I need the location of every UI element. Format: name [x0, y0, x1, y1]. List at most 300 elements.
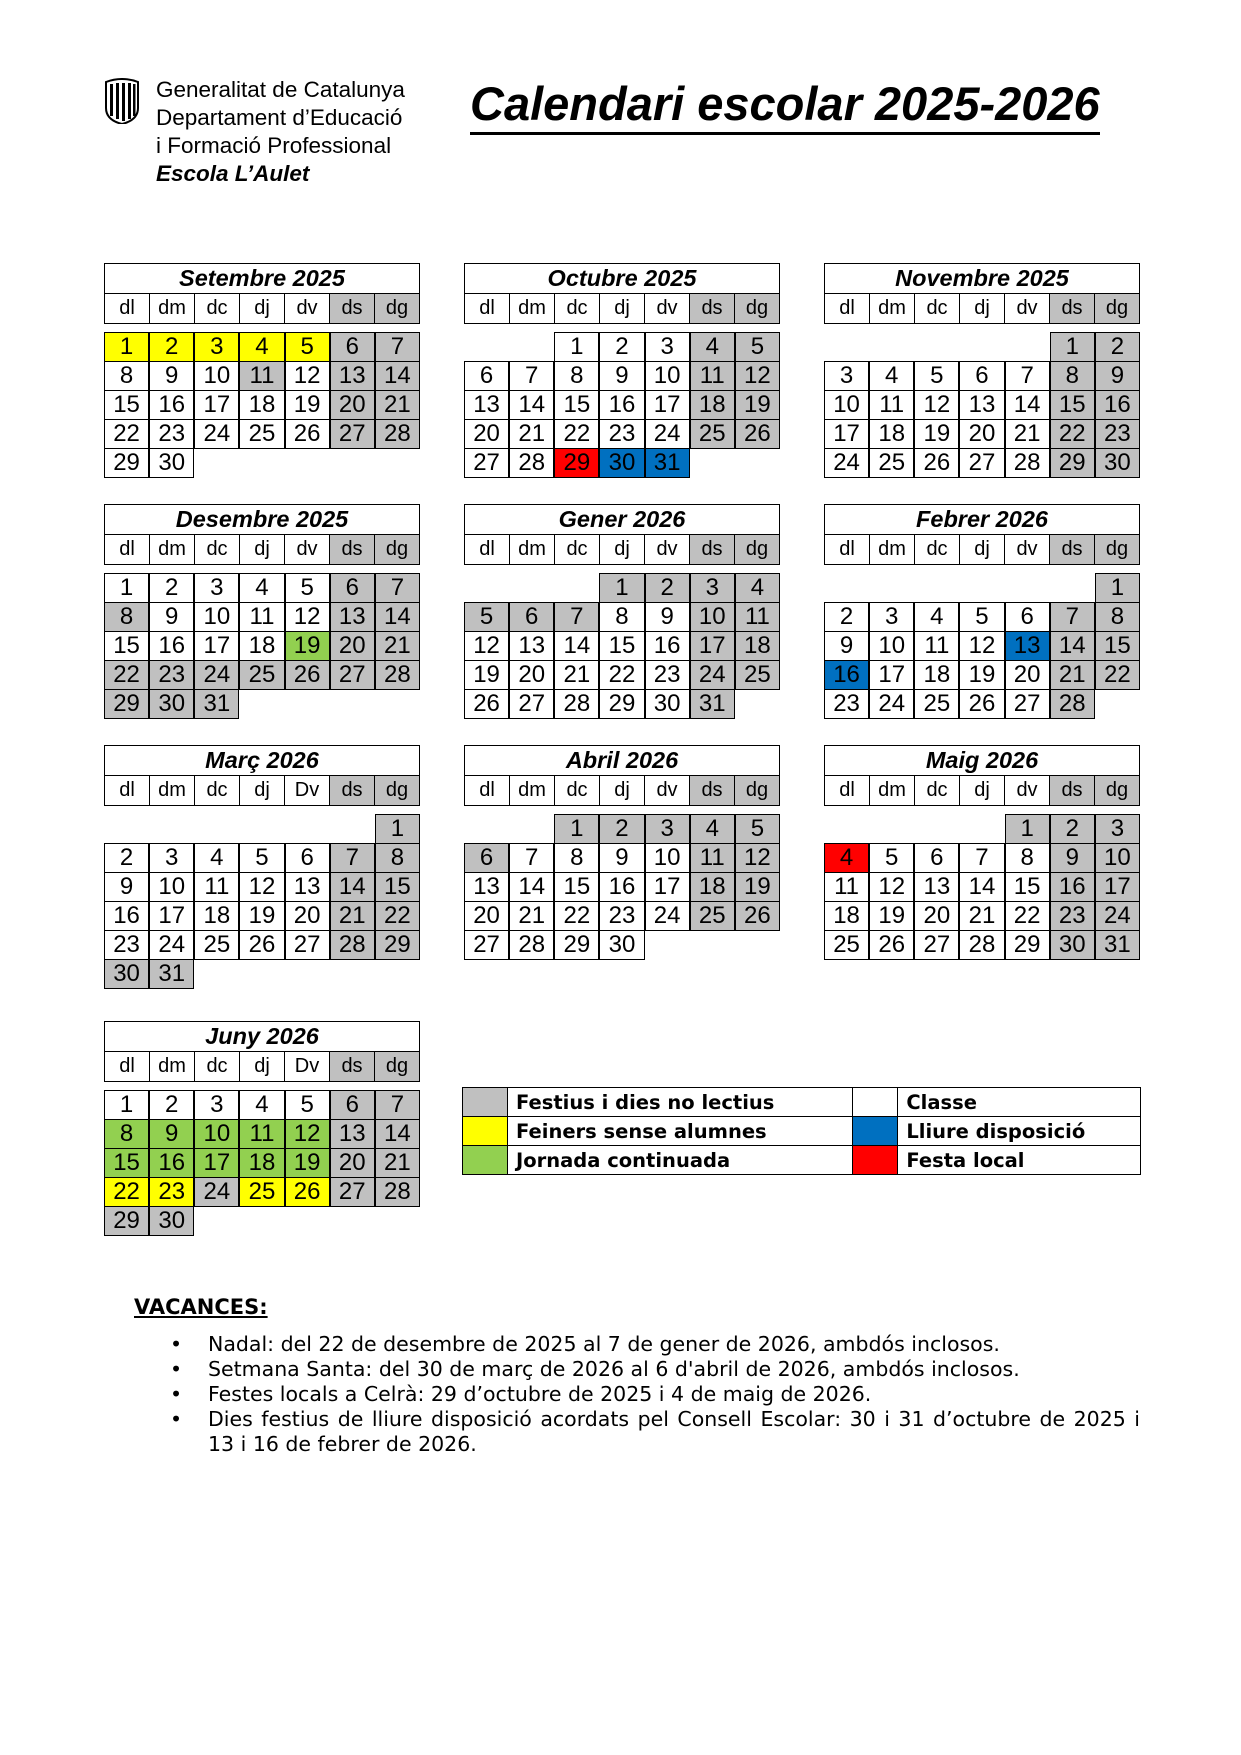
vacances-list [160, 1332, 1140, 1457]
vacances-item: • Setmana Santa: del 30 de març de 2026 al 6 d'abril de 2026, ambdós inclosos. [160, 1357, 1140, 1382]
day-cell: 2 [104, 843, 149, 873]
day-cell: 3 [869, 602, 914, 632]
day-cell: 7 [554, 602, 599, 632]
day-cell: 6 [914, 843, 959, 873]
weekday-label: dc [195, 776, 240, 805]
day-cell: 17 [194, 631, 239, 661]
day-cell: 28 [1050, 689, 1095, 719]
day-cell: 16 [599, 390, 644, 420]
day-cell: 10 [194, 361, 239, 391]
day-cell: 12 [464, 631, 509, 661]
day-cell: 11 [239, 361, 284, 391]
weekday-label: dc [915, 294, 960, 323]
day-cell: 23 [599, 419, 644, 449]
day-cell: 11 [194, 872, 239, 902]
day-cell: 13 [959, 390, 1004, 420]
weekday-label: dm [150, 294, 195, 323]
day-cell: 27 [464, 448, 509, 478]
day-cell: 14 [959, 872, 1004, 902]
day-cell: 8 [599, 602, 644, 632]
day-cell: 26 [285, 1177, 330, 1207]
day-cell: 1 [104, 1090, 149, 1120]
day-grid [104, 1090, 420, 1240]
day-cell: 6 [330, 332, 375, 362]
day-cell: 22 [554, 419, 599, 449]
legend-swatch-festius [463, 1088, 508, 1117]
day-cell: 22 [375, 901, 420, 931]
day-cell: 24 [690, 660, 735, 690]
weekday-label: dm [870, 776, 915, 805]
day-cell: 3 [1095, 814, 1140, 844]
day-cell: 12 [735, 843, 780, 873]
day-cell: 18 [239, 390, 284, 420]
day-cell: 17 [824, 419, 869, 449]
day-cell: 27 [509, 689, 554, 719]
day-cell: 24 [149, 930, 194, 960]
day-cell: 15 [599, 631, 644, 661]
day-cell: 24 [194, 1177, 239, 1207]
weekday-label: dj [240, 535, 285, 564]
day-cell: 12 [285, 602, 330, 632]
legend-swatch-classe [853, 1088, 898, 1117]
day-cell: 21 [509, 901, 554, 931]
day-cell: 13 [330, 1119, 375, 1149]
day-cell: 1 [554, 332, 599, 362]
day-cell: 27 [464, 930, 509, 960]
day-cell: 14 [375, 361, 420, 391]
day-cell: 22 [599, 660, 644, 690]
day-cell: 3 [824, 361, 869, 391]
day-cell: 26 [464, 689, 509, 719]
month-desembre [104, 504, 420, 723]
weekday-label: dj [960, 776, 1005, 805]
day-cell: 11 [239, 1119, 284, 1149]
weekday-label: dl [105, 535, 150, 564]
day-cell: 14 [1005, 390, 1050, 420]
day-cell: 9 [1095, 361, 1140, 391]
legend-swatch-jornada [463, 1146, 508, 1175]
day-cell: 4 [869, 361, 914, 391]
day-cell: 16 [149, 631, 194, 661]
day-cell: 16 [599, 872, 644, 902]
day-cell: 15 [104, 631, 149, 661]
weekday-label: dg [375, 535, 419, 564]
day-cell: 3 [645, 814, 690, 844]
month-title: Desembre 2025 [104, 504, 420, 535]
month-marc [104, 745, 420, 994]
weekday-label: ds [330, 535, 375, 564]
month-novembre [824, 263, 1140, 482]
day-cell: 14 [1050, 631, 1095, 661]
day-cell: 5 [285, 332, 330, 362]
vacances-item: • Dies festius de lliure disposició acordats pel Consell Escolar: 30 i 31 d’octubre de 2025 i 13 i 16 de febrer de 2026. [160, 1407, 1140, 1457]
day-cell: 24 [1095, 901, 1140, 931]
org-line-2: Departament d’Educació [156, 105, 403, 130]
day-cell: 29 [375, 930, 420, 960]
day-cell: 2 [1050, 814, 1095, 844]
day-cell: 6 [1005, 602, 1050, 632]
weekday-label: ds [330, 776, 375, 805]
day-cell: 21 [959, 901, 1004, 931]
weekday-header [824, 294, 1140, 324]
day-grid [464, 814, 780, 964]
day-cell: 20 [464, 901, 509, 931]
day-cell: 6 [464, 361, 509, 391]
day-cell: 4 [824, 843, 869, 873]
day-cell: 28 [509, 930, 554, 960]
day-cell: 27 [1005, 689, 1050, 719]
weekday-label: dm [150, 776, 195, 805]
day-cell: 9 [599, 361, 644, 391]
day-cell: 30 [1095, 448, 1140, 478]
day-cell: 23 [149, 1177, 194, 1207]
legend-label-feiners: Feiners sense alumnes [508, 1117, 853, 1146]
weekday-label: dv [285, 294, 330, 323]
day-cell: 4 [690, 332, 735, 362]
day-cell: 20 [959, 419, 1004, 449]
weekday-label: dg [375, 1052, 419, 1081]
day-cell: 1 [554, 814, 599, 844]
legend-swatch-festa [853, 1146, 898, 1175]
day-cell: 24 [194, 419, 239, 449]
weekday-header [464, 776, 780, 806]
day-cell: 26 [869, 930, 914, 960]
day-cell: 27 [285, 930, 330, 960]
day-cell: 28 [375, 1177, 420, 1207]
day-cell: 5 [735, 332, 780, 362]
day-cell: 25 [824, 930, 869, 960]
weekday-label: ds [1050, 294, 1095, 323]
day-cell: 20 [330, 1148, 375, 1178]
day-cell: 3 [194, 573, 239, 603]
weekday-label: dg [735, 294, 779, 323]
day-cell: 8 [554, 843, 599, 873]
day-cell: 21 [1005, 419, 1050, 449]
month-title: Abril 2026 [464, 745, 780, 776]
weekday-label: Dv [285, 776, 330, 805]
day-cell: 4 [239, 573, 284, 603]
day-cell: 28 [554, 689, 599, 719]
day-cell: 4 [194, 843, 239, 873]
day-cell: 7 [1050, 602, 1095, 632]
day-cell: 28 [330, 930, 375, 960]
day-cell: 24 [645, 419, 690, 449]
day-cell: 21 [1050, 660, 1095, 690]
weekday-label: ds [1050, 535, 1095, 564]
day-cell: 22 [104, 419, 149, 449]
school-name: Escola L’Aulet [156, 161, 310, 186]
day-cell: 23 [599, 901, 644, 931]
day-cell: 8 [1095, 602, 1140, 632]
day-cell: 11 [869, 390, 914, 420]
day-cell: 4 [690, 814, 735, 844]
day-cell: 1 [1005, 814, 1050, 844]
day-cell: 10 [869, 631, 914, 661]
day-cell: 30 [599, 930, 644, 960]
weekday-header [104, 776, 420, 806]
day-cell: 8 [104, 602, 149, 632]
weekday-header [824, 535, 1140, 565]
day-cell: 14 [509, 872, 554, 902]
day-cell: 30 [149, 1206, 194, 1236]
day-cell: 2 [149, 332, 194, 362]
vacances-item: • Nadal: del 22 de desembre de 2025 al 7 de gener de 2026, ambdós inclosos. [160, 1332, 1140, 1357]
legend-label-festa: Festa local [898, 1146, 1141, 1175]
weekday-label: dc [195, 535, 240, 564]
day-cell: 3 [645, 332, 690, 362]
vacances-title: VACANCES: [134, 1295, 268, 1319]
day-cell: 16 [824, 660, 869, 690]
day-cell: 11 [239, 602, 284, 632]
day-cell: 23 [645, 660, 690, 690]
page-title: Calendari escolar 2025-2026 [470, 76, 1100, 135]
weekday-label: dc [915, 776, 960, 805]
weekday-label: dv [1005, 294, 1050, 323]
day-cell: 16 [104, 901, 149, 931]
weekday-label: dv [645, 776, 690, 805]
day-cell: 20 [330, 631, 375, 661]
day-cell: 2 [824, 602, 869, 632]
day-cell: 20 [464, 419, 509, 449]
day-cell: 5 [239, 843, 284, 873]
weekday-label: dg [1095, 776, 1139, 805]
org-line-3: i Formació Professional [156, 133, 392, 158]
day-cell: 7 [959, 843, 1004, 873]
weekday-label: dv [645, 535, 690, 564]
weekday-label: dl [825, 776, 870, 805]
weekday-label: dj [960, 294, 1005, 323]
day-cell: 15 [375, 872, 420, 902]
weekday-label: dm [870, 535, 915, 564]
day-cell: 13 [464, 872, 509, 902]
day-cell: 12 [869, 872, 914, 902]
weekday-label: dj [240, 1052, 285, 1081]
day-cell: 30 [149, 689, 194, 719]
day-cell: 13 [285, 872, 330, 902]
weekday-label: dg [375, 294, 419, 323]
day-cell: 18 [824, 901, 869, 931]
day-cell: 13 [330, 602, 375, 632]
day-cell: 20 [914, 901, 959, 931]
weekday-label: dm [870, 294, 915, 323]
legend-swatch-lliure [853, 1117, 898, 1146]
day-cell: 7 [375, 332, 420, 362]
day-cell: 9 [824, 631, 869, 661]
day-cell: 17 [645, 872, 690, 902]
day-cell: 3 [194, 1090, 239, 1120]
day-cell: 3 [690, 573, 735, 603]
weekday-label: dc [915, 535, 960, 564]
vacances-item: • Festes locals a Celrà: 29 d’octubre de 2025 i 4 de maig de 2026. [160, 1382, 1140, 1407]
day-cell: 19 [869, 901, 914, 931]
day-cell: 21 [375, 631, 420, 661]
weekday-label: dg [375, 776, 419, 805]
day-cell: 15 [104, 1148, 149, 1178]
weekday-label: dl [465, 535, 510, 564]
day-cell: 27 [959, 448, 1004, 478]
month-title: Octubre 2025 [464, 263, 780, 294]
day-cell: 22 [1095, 660, 1140, 690]
day-cell: 18 [690, 390, 735, 420]
day-cell: 2 [149, 1090, 194, 1120]
day-cell: 7 [509, 361, 554, 391]
weekday-label: dj [600, 294, 645, 323]
day-cell: 21 [509, 419, 554, 449]
day-cell: 6 [330, 1090, 375, 1120]
day-cell: 20 [509, 660, 554, 690]
legend-label-jornada: Jornada continuada [508, 1146, 853, 1175]
day-cell: 29 [104, 1206, 149, 1236]
day-cell: 15 [1050, 390, 1095, 420]
weekday-label: ds [690, 294, 735, 323]
weekday-label: dj [960, 535, 1005, 564]
weekday-label: dc [555, 776, 600, 805]
weekday-label: dc [555, 535, 600, 564]
day-cell: 23 [149, 660, 194, 690]
day-cell: 2 [1095, 332, 1140, 362]
day-cell: 17 [690, 631, 735, 661]
legend-label-festius: Festius i dies no lectius [508, 1088, 853, 1117]
day-cell: 9 [599, 843, 644, 873]
day-cell: 13 [464, 390, 509, 420]
day-cell: 25 [239, 660, 284, 690]
day-cell: 6 [464, 843, 509, 873]
day-cell: 23 [1095, 419, 1140, 449]
day-cell: 14 [375, 602, 420, 632]
day-cell: 26 [285, 660, 330, 690]
weekday-label: dg [1095, 535, 1139, 564]
weekday-label: dl [465, 294, 510, 323]
day-cell: 11 [735, 602, 780, 632]
weekday-label: dj [600, 776, 645, 805]
legend-label-lliure: Lliure disposició [898, 1117, 1141, 1146]
day-cell: 15 [1005, 872, 1050, 902]
day-cell: 12 [914, 390, 959, 420]
day-cell: 18 [735, 631, 780, 661]
day-cell: 27 [330, 660, 375, 690]
day-cell: 26 [285, 419, 330, 449]
weekday-header [104, 535, 420, 565]
day-cell: 8 [1050, 361, 1095, 391]
day-cell: 30 [645, 689, 690, 719]
weekday-header [464, 294, 780, 324]
weekday-label: dv [1005, 776, 1050, 805]
day-cell: 16 [149, 390, 194, 420]
day-cell: 22 [1050, 419, 1095, 449]
day-cell: 10 [1095, 843, 1140, 873]
day-cell: 1 [104, 573, 149, 603]
day-cell: 27 [914, 930, 959, 960]
day-cell: 2 [599, 332, 644, 362]
day-cell: 1 [599, 573, 644, 603]
day-cell: 26 [239, 930, 284, 960]
day-cell: 26 [735, 901, 780, 931]
day-cell: 26 [914, 448, 959, 478]
day-cell: 9 [149, 602, 194, 632]
day-cell: 19 [239, 901, 284, 931]
day-cell: 17 [645, 390, 690, 420]
weekday-label: dv [285, 535, 330, 564]
day-cell: 31 [645, 448, 690, 478]
month-octubre [464, 263, 780, 482]
day-cell: 31 [149, 959, 194, 989]
day-cell: 19 [464, 660, 509, 690]
day-cell: 5 [735, 814, 780, 844]
day-cell: 10 [149, 872, 194, 902]
weekday-label: dm [150, 1052, 195, 1081]
day-cell: 3 [194, 332, 239, 362]
day-cell: 22 [104, 1177, 149, 1207]
weekday-label: ds [1050, 776, 1095, 805]
day-cell: 8 [104, 1119, 149, 1149]
weekday-label: Dv [285, 1052, 330, 1081]
day-cell: 11 [914, 631, 959, 661]
weekday-label: dc [195, 294, 240, 323]
day-cell: 19 [959, 660, 1004, 690]
day-cell: 29 [554, 448, 599, 478]
legend [462, 1087, 1141, 1175]
day-cell: 23 [1050, 901, 1095, 931]
day-cell: 4 [239, 1090, 284, 1120]
day-cell: 15 [554, 872, 599, 902]
weekday-label: dm [510, 535, 555, 564]
weekday-label: dj [240, 294, 285, 323]
day-cell: 27 [330, 1177, 375, 1207]
day-cell: 20 [1005, 660, 1050, 690]
day-cell: 22 [554, 901, 599, 931]
day-cell: 19 [914, 419, 959, 449]
day-cell: 9 [104, 872, 149, 902]
day-cell: 12 [239, 872, 284, 902]
day-cell: 17 [194, 390, 239, 420]
day-cell: 30 [104, 959, 149, 989]
day-cell: 29 [1050, 448, 1095, 478]
day-cell: 6 [285, 843, 330, 873]
month-title: Novembre 2025 [824, 263, 1140, 294]
day-cell: 28 [1005, 448, 1050, 478]
day-cell: 15 [1095, 631, 1140, 661]
day-cell: 12 [285, 361, 330, 391]
day-cell: 14 [375, 1119, 420, 1149]
day-cell: 25 [239, 1177, 284, 1207]
day-grid [104, 573, 420, 723]
day-cell: 15 [554, 390, 599, 420]
day-cell: 1 [1095, 573, 1140, 603]
day-cell: 5 [914, 361, 959, 391]
month-title: Març 2026 [104, 745, 420, 776]
day-cell: 10 [194, 1119, 239, 1149]
day-cell: 25 [735, 660, 780, 690]
weekday-label: ds [690, 776, 735, 805]
weekday-header [464, 535, 780, 565]
day-cell: 10 [645, 843, 690, 873]
day-cell: 1 [375, 814, 420, 844]
day-cell: 24 [194, 660, 239, 690]
day-cell: 24 [869, 689, 914, 719]
day-cell: 23 [149, 419, 194, 449]
day-cell: 20 [330, 390, 375, 420]
legend-label-classe: Classe [898, 1088, 1141, 1117]
day-cell: 2 [599, 814, 644, 844]
weekday-label: dl [825, 535, 870, 564]
generalitat-logo-icon [104, 78, 140, 124]
day-cell: 28 [375, 419, 420, 449]
day-cell: 26 [735, 419, 780, 449]
day-cell: 22 [104, 660, 149, 690]
day-cell: 11 [690, 843, 735, 873]
day-cell: 10 [824, 390, 869, 420]
day-cell: 25 [239, 419, 284, 449]
